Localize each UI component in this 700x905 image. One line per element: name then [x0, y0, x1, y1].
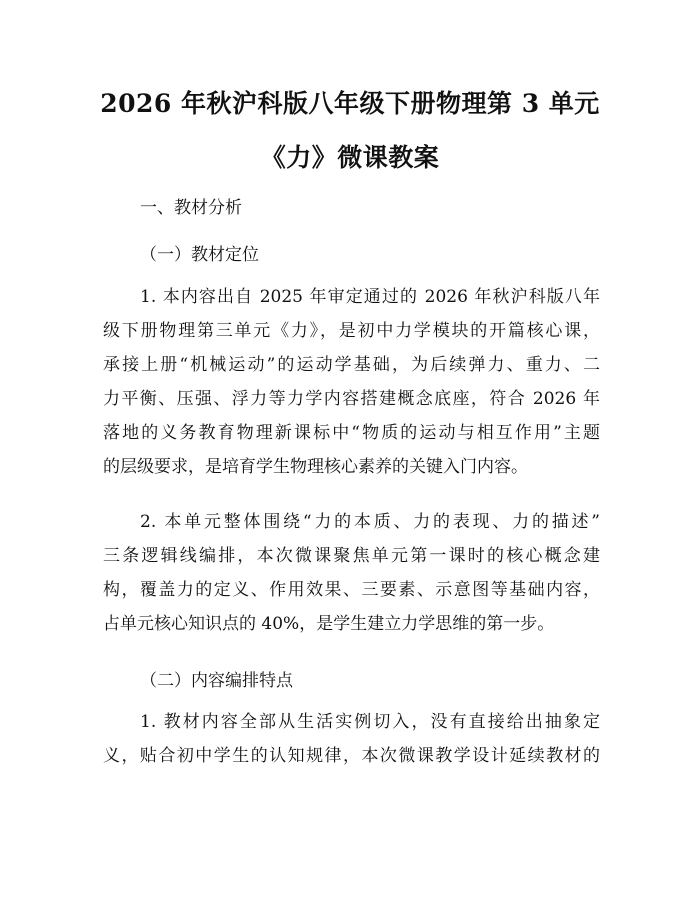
- paragraph-line: 级下册物理第三单元《力》，是初中力学模块的开篇核心课，: [103, 321, 600, 341]
- paragraph-line: 的层级要求，是培育学生物理核心素养的关键入门内容。: [103, 457, 528, 477]
- paragraph-line: 2. 本单元整体围绕“力的本质、力的表现、力的描述”: [140, 512, 600, 532]
- paragraph-positioning-2: [103, 505, 600, 641]
- document-title-line-1: 2026 年秋沪科版八年级下册物理第 3 单元: [100, 89, 600, 118]
- section-heading-textbook-analysis: 一、教材分析: [140, 198, 242, 218]
- paragraph-line: 承接上册“机械运动”的运动学基础，为后续弹力、重力、二: [103, 355, 600, 375]
- paragraph-line: 1. 教材内容全部从生活实例切入，没有直接给出抽象定: [140, 712, 600, 732]
- paragraph-line: 1. 本内容出自 2025 年审定通过的 2026 年秋沪科版八年: [140, 287, 600, 307]
- paragraph-line: 落地的义务教育物理新课标中“物质的运动与相互作用”主题: [103, 423, 600, 443]
- subsection-heading-layout-features: （二）内容编排特点: [140, 671, 293, 691]
- document-title-line-2: 《力》微课教案: [260, 143, 440, 172]
- paragraph-line: 占单元核心知识点的 40%，是学生建立力学思维的第一步。: [103, 614, 555, 634]
- subsection-heading-positioning: （一）教材定位: [140, 245, 259, 265]
- paragraph-line: 构，覆盖力的定义、作用效果、三要素、示意图等基础内容，: [103, 580, 600, 600]
- paragraph-line: 三条逻辑线编排，本次微课聚焦单元第一课时的核心概念建: [103, 546, 600, 566]
- paragraph-line: 义，贴合初中学生的认知规律，本次微课教学设计延续教材的: [103, 746, 600, 766]
- paragraph-layout-features-1: [103, 705, 600, 773]
- paragraph-line: 力平衡、压强、浮力等力学内容搭建概念底座，符合 2026 年: [103, 389, 600, 409]
- paragraph-positioning-1: [103, 280, 600, 484]
